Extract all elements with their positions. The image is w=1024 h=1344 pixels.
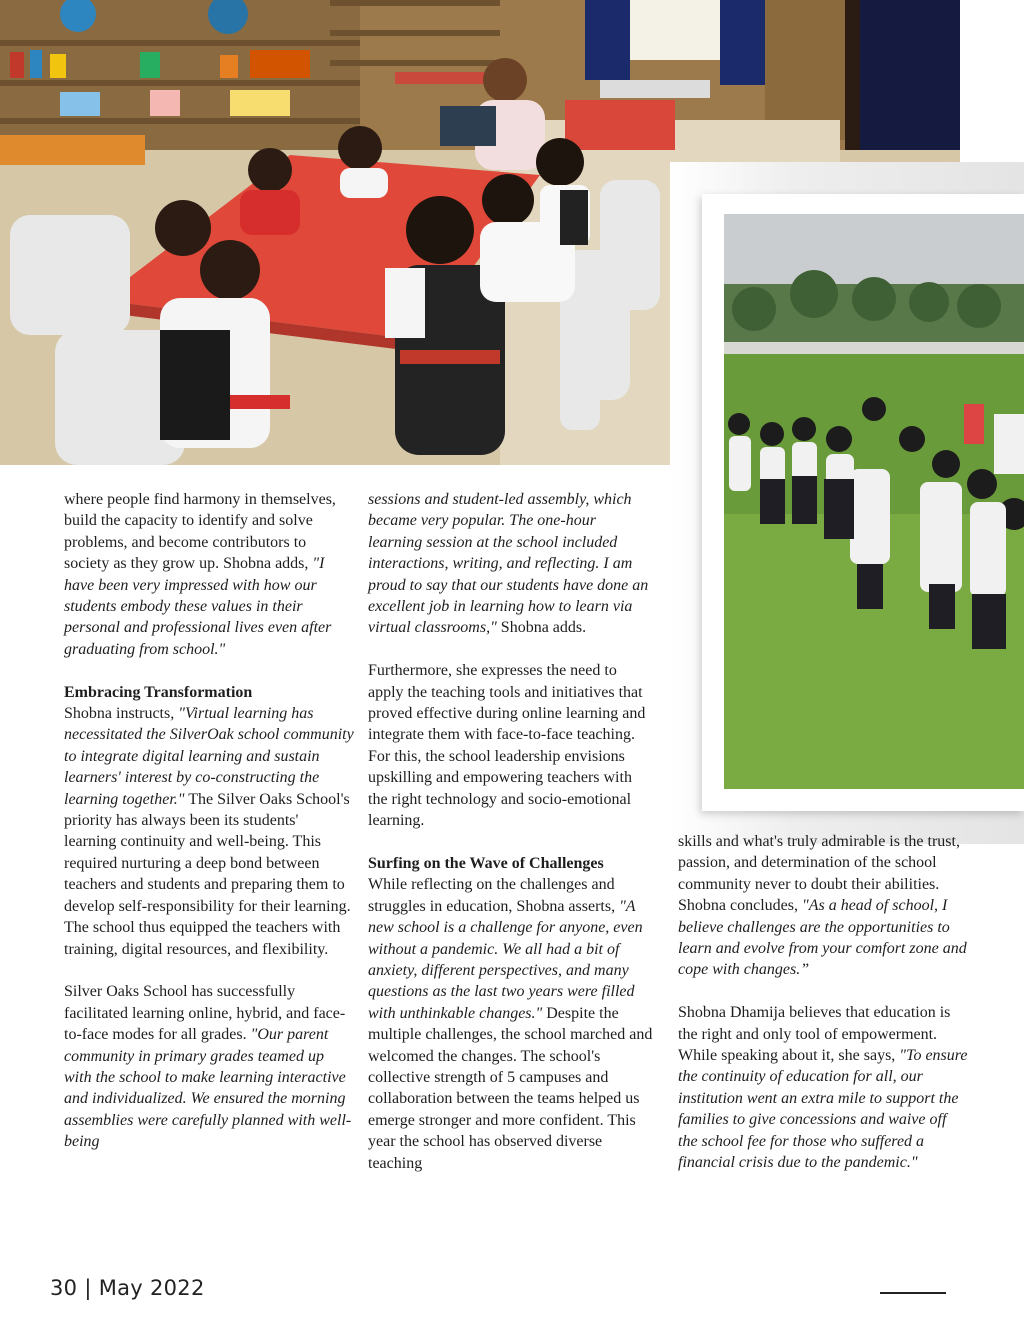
paragraph-text: While reflecting on the challenges and struggles in education, Shobna asserts, [368,876,620,915]
paragraph-text: skills and what's truly admirable is the trust, passion, and determination of the school community never to doubt their abilities. Shobna concludes, [678,833,960,915]
paragraph [678,831,968,981]
section-heading: Embracing Transformation [64,683,253,701]
school-field-photo [724,214,1024,789]
paragraph [678,1002,968,1173]
text-column-3 [678,831,968,1173]
quote-text: sessions and student-led assembly, which became very popular. The one-hour learning session at the school included interactions, writing, and reflecting. I am proud to say that our students have done an excellent job in learning how to learn via virtual classrooms," [368,491,649,637]
text-column-2 [368,489,654,1174]
footer-separator: | [84,1276,92,1300]
page-number: 30 [50,1276,78,1300]
quote-text: "A new school is a challenge for anyone, even without a pandemic. We all had a bit of anxiety, different perspectives, and many questions as the last two years were filled with unthinkable changes." [368,897,643,1022]
paragraph-text: where people find harmony in themselves, build the capacity to identify and solve problems, and become contributors to society as they grow up. Shobna adds, [64,491,336,573]
paragraph [64,981,354,1152]
paragraph-text: Shobna adds. [496,619,587,637]
quote-text: "As a head of school, I believe challenges are the opportunities to learn and evolve from your comfort zone and cope with changes.” [678,897,967,979]
issue-date: May 2022 [98,1276,205,1300]
section-heading: Surfing on the Wave of Challenges [368,854,604,872]
paragraph [368,853,654,1174]
quote-text: "To ensure the continuity of education for all, our institution went an extra mile to support the families to give concessions and waive off the school fee for those who suffered a financial crisis due to the pandemic." [678,1047,968,1172]
paragraph: Furthermore, she expresses the need to apply the teaching tools and initiatives that proved effective during online learning and integrate them with face-to-face teaching. For this, the school leadership envisions upskilling and empowering teachers with the right technology and socio-emotional learning. [368,662,646,830]
page-footer [50,1276,205,1300]
school-field-illustration [724,214,1024,789]
quote-text: "I have been very impressed with how our students embody these values in their personal and professional lives even after graduating from school." [64,555,332,658]
paragraph-text: Shobna instructs [64,705,171,723]
paragraph [64,682,354,960]
quote-text: , "Virtual learning has necessitated the SilverOak school community to integrate digital learning and sustain learners' interest by co-constructing the learning together." [64,705,354,808]
paragraph-text: The Silver Oaks School's priority has always been its students' learning continuity and well-being. This required nurturing a deep bond between teachers and students and preparing them to develop self-responsibility for their learning. The school thus equipped the teachers with training, digital resources, and flexibility. [64,790,351,958]
paragraph-text: Shobna Dhamija believes that education is the right and only tool of empowerment. While speaking about it, she says, [678,1004,951,1065]
text-column-1 [64,489,354,1153]
paragraph-text: Despite the multiple challenges, the school marched and welcomed the changes. The school's collective strength of 5 campuses and collaboration between the teams helped us emerge stronger and more confident. This year the school has observed diverse teaching [368,1004,653,1172]
paragraph [368,489,654,639]
footer-rule [880,1292,946,1294]
quote-text: "Our parent community in primary grades teamed up with the school to make learning interactive and individualized. We ensured the morning assemblies were carefully planned with well-being [64,1026,352,1151]
paragraph-text: Silver Oaks School has successfully facilitated learning online, hybrid, and face-to-face modes for all grades. [64,983,346,1044]
paragraph [64,489,354,660]
